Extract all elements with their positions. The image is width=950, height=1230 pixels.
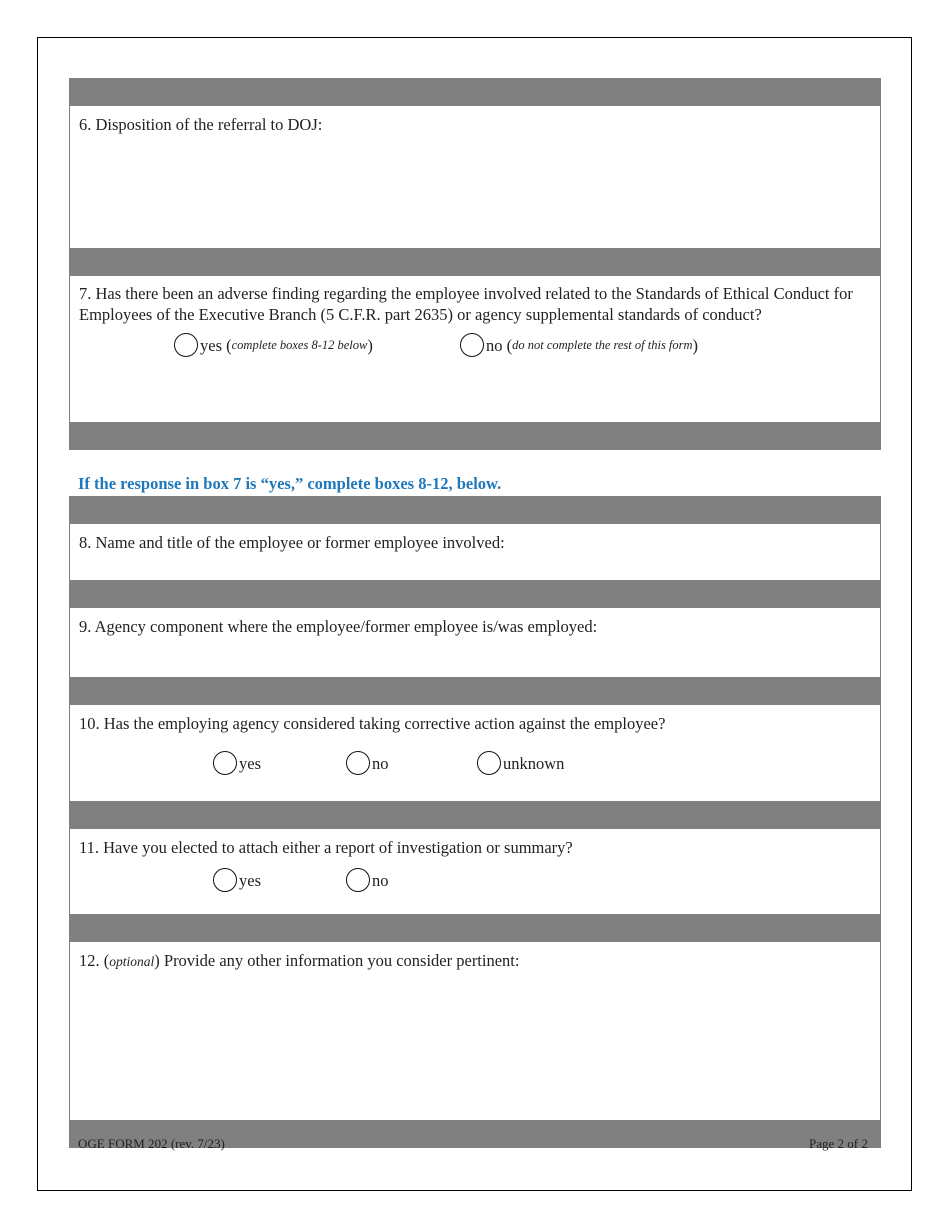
question-12-label: Provide any other information you consider pertinent: xyxy=(163,951,520,970)
radio-icon[interactable] xyxy=(460,333,484,357)
section-band xyxy=(69,422,881,450)
question-10-box xyxy=(69,705,881,801)
question-6-box[interactable] xyxy=(69,106,881,248)
question-7-box xyxy=(69,276,881,422)
q11-yes-option[interactable]: yes xyxy=(213,868,261,892)
question-6-label: 6. Disposition of the referral to DOJ: xyxy=(79,115,323,134)
q10-no-option[interactable]: no xyxy=(346,751,389,775)
q11-no-option[interactable]: no xyxy=(346,868,389,892)
radio-icon[interactable] xyxy=(346,751,370,775)
question-12-number: 12. xyxy=(79,951,100,970)
section-band xyxy=(69,248,881,276)
radio-icon[interactable] xyxy=(174,333,198,357)
section-band xyxy=(69,78,881,106)
question-9-box[interactable] xyxy=(69,608,881,677)
question-7-label: 7. Has there been an adverse finding regarding the employee involved related to the Standards of Ethical Conduct for Employees of the Executive Branch (5 C.F.R. part 2635) or agency supplemental standards of conduct? xyxy=(79,284,853,324)
question-8-box[interactable] xyxy=(69,524,881,580)
section-band xyxy=(69,801,881,829)
radio-icon[interactable] xyxy=(477,751,501,775)
section-band xyxy=(69,914,881,942)
q7-yes-note: complete boxes 8-12 below xyxy=(231,337,368,352)
section-band xyxy=(69,580,881,608)
question-11-box xyxy=(69,829,881,914)
q10-yes-option[interactable]: yes xyxy=(213,751,261,775)
q7-no-option[interactable]: no ( do not complete the rest of this form ) xyxy=(460,333,698,357)
q10-unknown-option[interactable]: unknown xyxy=(477,751,564,775)
page-number: Page 2 of 2 xyxy=(809,1136,868,1151)
form xyxy=(69,78,881,1148)
question-11-label: 11. Have you elected to attach either a report of investigation or summary? xyxy=(79,838,573,857)
radio-icon[interactable] xyxy=(213,868,237,892)
q7-yes-option[interactable]: yes ( complete boxes 8-12 below ) xyxy=(174,333,373,357)
section-band xyxy=(69,677,881,705)
radio-icon[interactable] xyxy=(346,868,370,892)
instruction-text: If the response in box 7 is “yes,” complete boxes 8-12, below. xyxy=(78,474,502,493)
section-band xyxy=(69,496,881,524)
question-9-label: 9. Agency component where the employee/former employee is/was employed: xyxy=(79,617,598,636)
question-8-label: 8. Name and title of the employee or former employee involved: xyxy=(79,533,505,552)
question-10-label: 10. Has the employing agency considered taking corrective action against the employee? xyxy=(79,714,666,733)
question-12-box[interactable]: 12. (optional) Provide any other information you consider pertinent: xyxy=(69,942,881,1120)
optional-tag: optional xyxy=(109,954,155,969)
form-id: OGE FORM 202 (rev. 7/23) xyxy=(78,1136,225,1151)
radio-icon[interactable] xyxy=(213,751,237,775)
q7-no-note: do not complete the rest of this form xyxy=(512,337,693,352)
